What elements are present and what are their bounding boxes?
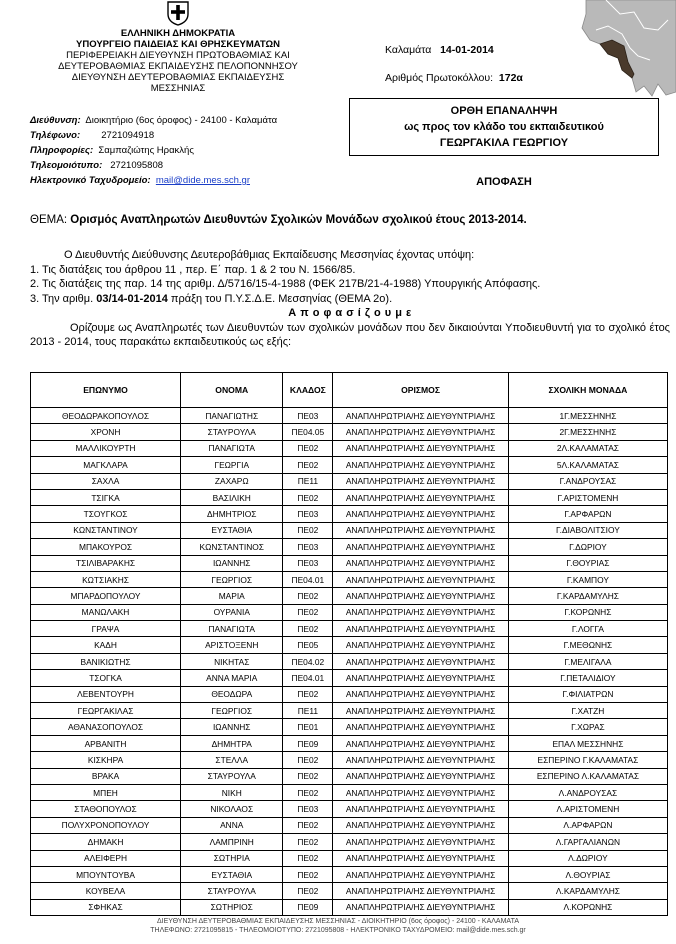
table-row <box>31 506 668 522</box>
email-label: Ηλεκτρονικό Ταχυδρομείο: <box>30 175 151 186</box>
email-row <box>30 173 277 188</box>
branch-cell: ΠΕ02 <box>283 686 333 702</box>
school-cell: Γ.ΛΟΓΓΑ <box>508 621 667 637</box>
info-label: Πληροφορίες: <box>30 145 94 156</box>
footer-line-2: ΤΗΛΕΦΩΝΟ: 2721095815 - ΤΗΛΕΟΜΟΙΟΤΥΠΟ: 2721095808 - ΗΛΕΚΤΡΟΝΙΚΟ ΤΑΧΥΔΡΟΜΕΙΟ: mail@dide.mes.sch.gr <box>150 927 526 934</box>
table-row <box>31 522 668 538</box>
surname-cell: ΘΕΟΔΩΡΑΚΟΠΟΥΛΟΣ <box>31 408 181 424</box>
name-cell: ΘΕΟΔΩΡΑ <box>181 686 283 702</box>
appointment-cell: ΑΝΑΠΛΗΡΩΤΡΙΑ/ΗΣ ΔΙΕΥΘΥΝΤΡΙΑ/ΗΣ <box>333 588 509 604</box>
appointment-cell: ΑΝΑΠΛΗΡΩΤΡΙΑ/ΗΣ ΔΙΕΥΘΥΝΤΡΙΑ/ΗΣ <box>333 752 509 768</box>
table-row <box>31 571 668 587</box>
decide-heading: Α π ο φ α σ ί ζ ο υ μ ε <box>288 307 412 319</box>
branch-cell: ΠΕ02 <box>283 850 333 866</box>
name-cell: ΕΥΣΤΑΘΙΑ <box>181 522 283 538</box>
appointment-cell: ΑΝΑΠΛΗΡΩΤΡΙΑ/ΗΣ ΔΙΕΥΘΥΝΤΡΙΑ/ΗΣ <box>333 539 509 555</box>
appointment-cell: ΑΝΑΠΛΗΡΩΤΡΙΑ/ΗΣ ΔΙΕΥΘΥΝΤΡΙΑ/ΗΣ <box>333 686 509 702</box>
name-cell: ΝΙΚΗ <box>181 784 283 800</box>
branch-cell: ΠΕ11 <box>283 703 333 719</box>
col-surname-header: ΕΠΩΝΥΜΟ <box>31 373 181 408</box>
protocol-value: 172α <box>498 72 523 84</box>
address-label: Διεύθυνση: <box>30 115 81 126</box>
school-cell: Γ.ΘΟΥΡΙΑΣ <box>508 555 667 571</box>
surname-cell: ΜΑΝΩΛΑΚΗ <box>31 604 181 620</box>
branch-cell: ΠΕ11 <box>283 473 333 489</box>
table-row <box>31 489 668 505</box>
branch-cell: ΠΕ02 <box>283 834 333 850</box>
surname-cell: ΜΠΕΗ <box>31 784 181 800</box>
table-row <box>31 637 668 653</box>
appointment-cell: ΑΝΑΠΛΗΡΩΤΡΙΑ/ΗΣ ΔΙΕΥΘΥΝΤΡΙΑ/ΗΣ <box>333 506 509 522</box>
table-row <box>31 899 668 915</box>
header-line-1: ΕΛΛΗΝΙΚΗ ΔΗΜΟΚΡΑΤΙΑ <box>120 28 236 39</box>
appointment-cell: ΑΝΑΠΛΗΡΩΤΡΙΑ/ΗΣ ΔΙΕΥΘΥΝΤΡΙΑ/ΗΣ <box>333 768 509 784</box>
table-row <box>31 834 668 850</box>
school-cell: 1Γ.ΜΕΣΣΗΝΗΣ <box>508 408 667 424</box>
table-row <box>31 588 668 604</box>
appointment-cell: ΑΝΑΠΛΗΡΩΤΡΙΑ/ΗΣ ΔΙΕΥΘΥΝΤΡΙΑ/ΗΣ <box>333 735 509 751</box>
table-row <box>31 670 668 686</box>
appointment-cell: ΑΝΑΠΛΗΡΩΤΡΙΑ/ΗΣ ΔΙΕΥΘΥΝΤΡΙΑ/ΗΣ <box>333 555 509 571</box>
school-cell: ΕΠΑΛ ΜΕΣΣΗΝΗΣ <box>508 735 667 751</box>
branch-cell: ΠΕ03 <box>283 408 333 424</box>
address-value: Διοικητήριο (6ος όροφος) - 24100 - Καλαμάτα <box>85 115 278 126</box>
table-row <box>31 703 668 719</box>
table-row <box>31 784 668 800</box>
branch-cell: ΠΕ02 <box>283 768 333 784</box>
name-cell: ΓΕΩΡΓΙΟΣ <box>181 571 283 587</box>
name-cell: ΔΗΜΗΤΡΑ <box>181 735 283 751</box>
school-cell: Λ.ΑΝΔΡΟΥΣΑΣ <box>508 784 667 800</box>
name-cell: ΜΑΡΙΑ <box>181 588 283 604</box>
phone-label: Τηλέφωνο: <box>30 130 81 141</box>
school-cell: Λ.ΓΑΡΓΑΛΙΑΝΩΝ <box>508 834 667 850</box>
appointment-cell: ΑΝΑΠΛΗΡΩΤΡΙΑ/ΗΣ ΔΙΕΥΘΥΝΤΡΙΑ/ΗΣ <box>333 424 509 440</box>
phone-row <box>30 128 277 143</box>
date-row <box>385 36 523 64</box>
branch-cell: ΠΕ02 <box>283 604 333 620</box>
name-cell: ΝΙΚΗΤΑΣ <box>181 653 283 669</box>
appointment-cell: ΑΝΑΠΛΗΡΩΤΡΙΑ/ΗΣ ΔΙΕΥΘΥΝΤΡΙΑ/ΗΣ <box>333 703 509 719</box>
name-cell: ΑΡΙΣΤΟΞΕΝΗ <box>181 637 283 653</box>
surname-cell: ΚΙΣΚΗΡΑ <box>31 752 181 768</box>
table-row <box>31 539 668 555</box>
appointment-cell: ΑΝΑΠΛΗΡΩΤΡΙΑ/ΗΣ ΔΙΕΥΘΥΝΤΡΙΑ/ΗΣ <box>333 604 509 620</box>
appointment-cell: ΑΝΑΠΛΗΡΩΤΡΙΑ/ΗΣ ΔΙΕΥΘΥΝΤΡΙΑ/ΗΣ <box>333 866 509 882</box>
surname-cell: ΚΩΤΣΙΑΚΗΣ <box>31 571 181 587</box>
branch-cell: ΠΕ02 <box>283 489 333 505</box>
surname-cell: ΜΠΟΥΝΤΟΥΒΑ <box>31 866 181 882</box>
surname-cell: ΓΕΩΡΓΑΚΙΛΑΣ <box>31 703 181 719</box>
table-row <box>31 735 668 751</box>
name-cell: ΟΥΡΑΝΙΑ <box>181 604 283 620</box>
appointment-cell: ΑΝΑΠΛΗΡΩΤΡΙΑ/ΗΣ ΔΙΕΥΘΥΝΤΡΙΑ/ΗΣ <box>333 637 509 653</box>
name-cell: ΓΕΩΡΓΙΟΣ <box>181 703 283 719</box>
decision-body <box>30 248 670 350</box>
name-cell: ΓΕΩΡΓΙΑ <box>181 457 283 473</box>
item-3-act-number: 03/14-01-2014 <box>96 292 168 305</box>
table-row <box>31 686 668 702</box>
school-cell: Λ.ΘΟΥΡΙΑΣ <box>508 866 667 882</box>
considerations-item-2: 2. Τις διατάξεις της παρ. 14 της αριθμ. Δ/5716/15-4-1988 (ΦΕΚ 217Β/21-4-1988) Υπουργικής Απόφασης. <box>30 278 541 290</box>
date-value: 14-01-2014 <box>440 44 494 56</box>
surname-cell: ΜΠΑΚΟΥΡΟΣ <box>31 539 181 555</box>
date-protocol-block <box>385 36 523 92</box>
header-line-3: ΠΕΡΙΦΕΡΕΙΑΚΗ ΔΙΕΥΘΥΝΣΗ ΠΡΩΤΟΒΑΘΜΙΑΣ ΚΑΙ <box>66 50 290 61</box>
table-row <box>31 866 668 882</box>
phone-value: 2721094918 <box>101 130 155 141</box>
header-line-6: ΜΕΣΣΗΝΙΑΣ <box>150 83 206 94</box>
appointment-cell: ΑΝΑΠΛΗΡΩΤΡΙΑ/ΗΣ ΔΙΕΥΘΥΝΤΡΙΑ/ΗΣ <box>333 784 509 800</box>
branch-cell: ΠΕ04.02 <box>283 653 333 669</box>
surname-cell: ΠΟΛΥΧΡΟΝΟΠΟΥΛΟΥ <box>31 817 181 833</box>
table-row <box>31 621 668 637</box>
contact-info <box>30 113 277 188</box>
name-cell: ΛΑΜΠΡΙΝΗ <box>181 834 283 850</box>
info-value: Σαμπαζιώτης Ηρακλής <box>98 145 194 156</box>
name-cell: ΑΝΝΑ <box>181 817 283 833</box>
surname-cell: ΑΛΕΙΦΕΡΗ <box>31 850 181 866</box>
appointment-cell: ΑΝΑΠΛΗΡΩΤΡΙΑ/ΗΣ ΔΙΕΥΘΥΝΤΡΙΑ/ΗΣ <box>333 883 509 899</box>
appointment-cell: ΑΝΑΠΛΗΡΩΤΡΙΑ/ΗΣ ΔΙΕΥΘΥΝΤΡΙΑ/ΗΣ <box>333 670 509 686</box>
table-row <box>31 768 668 784</box>
considerations-item-3 <box>30 292 670 307</box>
decision-paragraph: Ορίζουμε ως Αναπληρωτές των Διευθυντών των σχολικών μονάδων που δεν δικαιούνται Υποδιευθυντή για το σχολικό έτος 2013 - 2014, τους παρακάτω εκπαιδευτικούς ως εξής: <box>30 321 670 348</box>
box-line-3: ΓΕΩΡΓΑΚΙΛΑ ΓΕΩΡΓΙΟΥ <box>439 137 569 149</box>
appointment-cell: ΑΝΑΠΛΗΡΩΤΡΙΑ/ΗΣ ΔΙΕΥΘΥΝΤΡΙΑ/ΗΣ <box>333 850 509 866</box>
name-cell: ΣΩΤΗΡΙΑ <box>181 850 283 866</box>
branch-cell: ΠΕ04.05 <box>283 424 333 440</box>
item-3-prefix: 3. Την αριθμ. <box>30 292 97 305</box>
header-line-4: ΔΕΥΤΕΡΟΒΑΘΜΙΑΣ ΕΚΠΑΙΔΕΥΣΗΣ ΠΕΛΟΠΟΝΝΗΣΟΥ <box>58 61 298 72</box>
school-cell: Λ.ΚΑΡΔΑΜΥΛΗΣ <box>508 883 667 899</box>
school-cell: Γ.ΜΕΛΙΓΑΛΑ <box>508 653 667 669</box>
fax-value: 2721095808 <box>110 160 164 171</box>
branch-cell: ΠΕ02 <box>283 440 333 456</box>
appointment-cell: ΑΝΑΠΛΗΡΩΤΡΙΑ/ΗΣ ΔΙΕΥΘΥΝΤΡΙΑ/ΗΣ <box>333 473 509 489</box>
branch-cell: ΠΕ09 <box>283 899 333 915</box>
table-header-row <box>31 373 668 408</box>
protocol-row <box>385 64 523 92</box>
correction-notice-box <box>349 98 659 156</box>
table-row <box>31 752 668 768</box>
appointment-cell: ΑΝΑΠΛΗΡΩΤΡΙΑ/ΗΣ ΔΙΕΥΘΥΝΤΡΙΑ/ΗΣ <box>333 899 509 915</box>
issuer-header <box>8 0 348 94</box>
branch-cell: ΠΕ02 <box>283 883 333 899</box>
school-cell: Γ.ΧΩΡΑΣ <box>508 719 667 735</box>
table-body <box>31 408 668 916</box>
fax-label: Τηλεομοιότυπο: <box>30 160 103 171</box>
footer-line-1: ΔΙΕΥΘΥΝΣΗ ΔΕΥΤΕΡΟΒΑΘΜΙΑΣ ΕΚΠΑΙΔΕΥΣΗΣ ΜΕΣΣΗΝΙΑΣ - ΔΙΟΙΚΗΤΗΡΙΟ (6ος όροφος) - 24100 - ΚΑΛΑΜΑΤΑ <box>157 918 519 925</box>
name-cell: ΑΝΝΑ ΜΑΡΙΑ <box>181 670 283 686</box>
table-row <box>31 440 668 456</box>
intro-text: Ο Διευθυντής Διεύθυνσης Δευτεροβάθμιας Εκπαίδευσης Μεσσηνίας έχοντας υπόψη: <box>64 249 475 261</box>
branch-cell: ΠΕ02 <box>283 866 333 882</box>
branch-cell: ΠΕ04.01 <box>283 571 333 587</box>
name-cell: ΠΑΝΑΓΙΩΤΑ <box>181 621 283 637</box>
school-cell: Λ.ΑΡΙΣΤΟΜΕΝΗ <box>508 801 667 817</box>
col-branch-header: ΚΛΑΔΟΣ <box>283 373 333 408</box>
surname-cell: ΒΡΑΚΑ <box>31 768 181 784</box>
table-row <box>31 817 668 833</box>
greek-coat-of-arms-icon <box>165 0 191 26</box>
school-cell: Λ.ΔΩΡΙΟΥ <box>508 850 667 866</box>
school-cell: Γ.ΚΑΡΔΑΜΥΛΗΣ <box>508 588 667 604</box>
school-cell: Γ.ΔΙΑΒΟΛΙΤΣΙΟΥ <box>508 522 667 538</box>
surname-cell: ΜΠΑΡΔΟΠΟΥΛΟΥ <box>31 588 181 604</box>
col-appointment-header: ΟΡΙΣΜΟΣ <box>333 373 509 408</box>
considerations-item-1: 1. Τις διατάξεις του άρθρου 11 , περ. Ε΄ παρ. 1 & 2 του Ν. 1566/85. <box>30 263 356 276</box>
branch-cell: ΠΕ02 <box>283 621 333 637</box>
school-cell: ΕΣΠΕΡΙΝΟ Λ.ΚΑΛΑΜΑΤΑΣ <box>508 768 667 784</box>
appointment-cell: ΑΝΑΠΛΗΡΩΤΡΙΑ/ΗΣ ΔΙΕΥΘΥΝΤΡΙΑ/ΗΣ <box>333 440 509 456</box>
branch-cell: ΠΕ02 <box>283 588 333 604</box>
school-cell: Γ.ΚΑΜΠΟΥ <box>508 571 667 587</box>
name-cell: ΣΤΑΥΡΟΥΛΑ <box>181 424 283 440</box>
school-cell: Γ.ΔΩΡΙΟΥ <box>508 539 667 555</box>
table-row <box>31 883 668 899</box>
header-line-2: ΥΠΟΥΡΓΕΙΟ ΠΑΙΔΕΙΑΣ ΚΑΙ ΘΡΗΣΚΕΥΜΑΤΩΝ <box>76 39 280 50</box>
branch-cell: ΠΕ02 <box>283 784 333 800</box>
box-line-2: ως προς τον κλάδο του εκπαιδευτικού <box>404 121 604 133</box>
table-row <box>31 801 668 817</box>
box-line-1: ΟΡΘΗ ΕΠΑΝΑΛΗΨΗ <box>450 105 558 117</box>
table-row <box>31 555 668 571</box>
name-cell: ΣΤΑΥΡΟΥΛΑ <box>181 768 283 784</box>
subject-text: Ορισμός Αναπληρωτών Διευθυντών Σχολικών Μονάδων σχολικού έτους 2013-2014. <box>70 214 527 226</box>
branch-cell: ΠΕ09 <box>283 735 333 751</box>
name-cell: ΣΤΕΛΛΑ <box>181 752 283 768</box>
school-cell: Λ.ΚΟΡΩΝΗΣ <box>508 899 667 915</box>
branch-cell: ΠΕ03 <box>283 506 333 522</box>
appointment-cell: ΑΝΑΠΛΗΡΩΤΡΙΑ/ΗΣ ΔΙΕΥΘΥΝΤΡΙΑ/ΗΣ <box>333 522 509 538</box>
school-cell: Γ.ΧΑΤΖΗ <box>508 703 667 719</box>
header-line-5: ΔΙΕΥΘΥΝΣΗ ΔΕΥΤΕΡΟΒΑΘΜΙΑΣ ΕΚΠΑΙΔΕΥΣΗΣ <box>71 72 285 83</box>
appointment-cell: ΑΝΑΠΛΗΡΩΤΡΙΑ/ΗΣ ΔΙΕΥΘΥΝΤΡΙΑ/ΗΣ <box>333 653 509 669</box>
surname-cell: ΑΘΑΝΑΣΟΠΟΥΛΟΣ <box>31 719 181 735</box>
date-label: Καλαμάτα <box>385 44 432 56</box>
appointment-cell: ΑΝΑΠΛΗΡΩΤΡΙΑ/ΗΣ ΔΙΕΥΘΥΝΤΡΙΑ/ΗΣ <box>333 621 509 637</box>
name-cell: ΚΩΝΣΤΑΝΤΙΝΟΣ <box>181 539 283 555</box>
surname-cell: ΒΑΝΙΚΙΩΤΗΣ <box>31 653 181 669</box>
appointments-table <box>30 372 668 916</box>
appointment-cell: ΑΝΑΠΛΗΡΩΤΡΙΑ/ΗΣ ΔΙΕΥΘΥΝΤΡΙΑ/ΗΣ <box>333 408 509 424</box>
school-cell: 2Λ.ΚΑΛΑΜΑΤΑΣ <box>508 440 667 456</box>
name-cell: ΠΑΝΑΓΙΩΤΑ <box>181 440 283 456</box>
appointment-cell: ΑΝΑΠΛΗΡΩΤΡΙΑ/ΗΣ ΔΙΕΥΘΥΝΤΡΙΑ/ΗΣ <box>333 457 509 473</box>
surname-cell: ΜΑΓΚΛΑΡΑ <box>31 457 181 473</box>
school-cell: Λ.ΑΡΦΑΡΩΝ <box>508 817 667 833</box>
name-cell: ΣΤΑΥΡΟΥΛΑ <box>181 883 283 899</box>
table-row <box>31 604 668 620</box>
surname-cell: ΜΑΛΛΙΚΟΥΡΤΗ <box>31 440 181 456</box>
branch-cell: ΠΕ03 <box>283 555 333 571</box>
branch-cell: ΠΕ03 <box>283 801 333 817</box>
school-cell: 5Λ.ΚΑΛΑΜΑΤΑΣ <box>508 457 667 473</box>
surname-cell: ΧΡΟΝΗ <box>31 424 181 440</box>
table-row <box>31 653 668 669</box>
protocol-label: Αριθμός Πρωτοκόλλου: <box>385 72 494 84</box>
surname-cell: ΤΣΙΛΙΒΑΡΑΚΗΣ <box>31 555 181 571</box>
decision-title: ΑΠΟΦΑΣΗ <box>476 176 532 188</box>
branch-cell: ΠΕ02 <box>283 817 333 833</box>
name-cell: ΣΩΤΗΡΙΟΣ <box>181 899 283 915</box>
branch-cell: ΠΕ05 <box>283 637 333 653</box>
branch-cell: ΠΕ03 <box>283 539 333 555</box>
surname-cell: ΑΡΒΑΝΙΤΗ <box>31 735 181 751</box>
surname-cell: ΤΣΙΓΚΑ <box>31 489 181 505</box>
page-footer <box>0 917 676 935</box>
surname-cell: ΔΗΜΑΚΗ <box>31 834 181 850</box>
school-cell: Γ.ΚΟΡΩΝΗΣ <box>508 604 667 620</box>
appointment-cell: ΑΝΑΠΛΗΡΩΤΡΙΑ/ΗΣ ΔΙΕΥΘΥΝΤΡΙΑ/ΗΣ <box>333 719 509 735</box>
table-row <box>31 408 668 424</box>
table-row <box>31 473 668 489</box>
school-cell: 2Γ.ΜΕΣΣΗΝΗΣ <box>508 424 667 440</box>
name-cell: ΔΗΜΗΤΡΙΟΣ <box>181 506 283 522</box>
email-link[interactable]: mail@dide.mes.sch.gr <box>155 175 250 186</box>
name-cell: ΠΑΝΑΓΙΩΤΗΣ <box>181 408 283 424</box>
school-cell: Γ.ΠΕΤΑΛΙΔΙΟΥ <box>508 670 667 686</box>
surname-cell: ΣΤΑΘΟΠΟΥΛΟΣ <box>31 801 181 817</box>
col-school-header: ΣΧΟΛΙΚΗ ΜΟΝΑΔΑ <box>508 373 667 408</box>
surname-cell: ΣΦΗΚΑΣ <box>31 899 181 915</box>
col-name-header: ΟΝΟΜΑ <box>181 373 283 408</box>
table-row <box>31 719 668 735</box>
address-row <box>30 113 277 128</box>
school-cell: Γ.ΑΝΔΡΟΥΣΑΣ <box>508 473 667 489</box>
table-row <box>31 424 668 440</box>
name-cell: ΒΑΣΙΛΙΚΗ <box>181 489 283 505</box>
subject-line <box>30 214 527 226</box>
surname-cell: ΤΣΟΓΚΑ <box>31 670 181 686</box>
school-cell: ΕΣΠΕΡΙΝΟ Γ.ΚΑΛΑΜΑΤΑΣ <box>508 752 667 768</box>
name-cell: ΕΥΣΤΑΘΙΑ <box>181 866 283 882</box>
name-cell: ΙΩΑΝΝΗΣ <box>181 555 283 571</box>
subject-label: ΘΕΜΑ: <box>30 214 68 226</box>
branch-cell: ΠΕ01 <box>283 719 333 735</box>
name-cell: ΖΑΧΑΡΩ <box>181 473 283 489</box>
branch-cell: ΠΕ02 <box>283 522 333 538</box>
surname-cell: ΚΩΝΣΤΑΝΤΙΝΟΥ <box>31 522 181 538</box>
school-cell: Γ.ΑΡΙΣΤΟΜΕΝΗ <box>508 489 667 505</box>
surname-cell: ΚΟΥΒΕΛΑ <box>31 883 181 899</box>
name-cell: ΙΩΑΝΝΗΣ <box>181 719 283 735</box>
surname-cell: ΛΕΒΕΝΤΟΥΡΗ <box>31 686 181 702</box>
appointment-cell: ΑΝΑΠΛΗΡΩΤΡΙΑ/ΗΣ ΔΙΕΥΘΥΝΤΡΙΑ/ΗΣ <box>333 489 509 505</box>
table-row <box>31 850 668 866</box>
appointment-cell: ΑΝΑΠΛΗΡΩΤΡΙΑ/ΗΣ ΔΙΕΥΘΥΝΤΡΙΑ/ΗΣ <box>333 834 509 850</box>
fax-row <box>30 158 277 173</box>
branch-cell: ΠΕ02 <box>283 752 333 768</box>
school-cell: Γ.ΑΡΦΑΡΩΝ <box>508 506 667 522</box>
info-row <box>30 143 277 158</box>
school-cell: Γ.ΦΙΛΙΑΤΡΩΝ <box>508 686 667 702</box>
surname-cell: ΚΑΔΗ <box>31 637 181 653</box>
surname-cell: ΣΑΧΛΑ <box>31 473 181 489</box>
peloponnese-map-icon <box>578 0 676 98</box>
branch-cell: ΠΕ04.01 <box>283 670 333 686</box>
appointment-cell: ΑΝΑΠΛΗΡΩΤΡΙΑ/ΗΣ ΔΙΕΥΘΥΝΤΡΙΑ/ΗΣ <box>333 571 509 587</box>
school-cell: Γ.ΜΕΘΩΝΗΣ <box>508 637 667 653</box>
appointment-cell: ΑΝΑΠΛΗΡΩΤΡΙΑ/ΗΣ ΔΙΕΥΘΥΝΤΡΙΑ/ΗΣ <box>333 817 509 833</box>
surname-cell: ΤΣΟΥΓΚΟΣ <box>31 506 181 522</box>
surname-cell: ΓΡΑΨΑ <box>31 621 181 637</box>
name-cell: ΝΙΚΟΛΑΟΣ <box>181 801 283 817</box>
item-3-suffix: πράξη του Π.Υ.Σ.Δ.Ε. Μεσσηνίας (ΘΕΜΑ 2ο). <box>167 292 393 305</box>
table-row <box>31 457 668 473</box>
branch-cell: ΠΕ02 <box>283 457 333 473</box>
appointment-cell: ΑΝΑΠΛΗΡΩΤΡΙΑ/ΗΣ ΔΙΕΥΘΥΝΤΡΙΑ/ΗΣ <box>333 801 509 817</box>
